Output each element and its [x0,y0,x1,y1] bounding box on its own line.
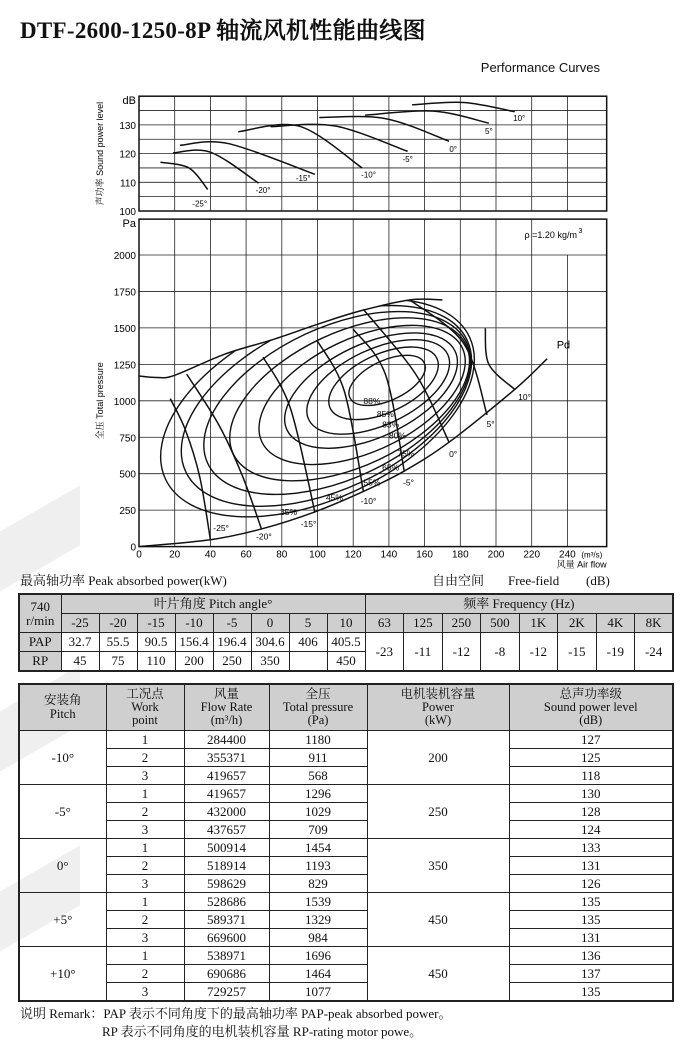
y-tick-label: 1000 [113,396,136,408]
table-header-row [19,614,673,633]
table-row [19,893,673,911]
sound-curve-label: -10° [361,170,376,180]
sound-power-cell: 131 [509,929,673,947]
total-pressure-cell: 1180 [269,731,367,749]
column-header [184,684,269,731]
work-point-cell: 2 [106,857,184,875]
pitch-cell: +5° [19,893,106,947]
chart-subtitle: Performance Curves [480,60,600,75]
y-tick-label: 120 [119,149,136,161]
y-unit-label: Pa [122,218,136,231]
pap-cell: 304.6 [251,633,289,652]
sound-power-cell: 136 [509,947,673,965]
x-unit-label: (m³/s) [581,550,603,560]
pitch-cell: -10° [19,731,106,785]
sound-curve [160,162,207,189]
sound-level-cell: -19 [596,633,635,672]
column-header-line: Total pressure [282,699,354,714]
efficiency-label: 45% [325,492,343,503]
x-tick-label: 140 [380,549,398,561]
flow-rate-cell: 729257 [184,983,269,1002]
x-tick-label: 0 [136,549,142,561]
sound-power-cell: 135 [509,893,673,911]
pitch-cell: +10° [19,947,106,1002]
peak-power-caption: 最高轴功率 Peak absorbed power(kW) [20,573,227,588]
table-row [19,839,673,857]
work-point-cell: 3 [106,875,184,893]
pitch-curve [485,328,514,389]
rp-cell: 250 [213,652,251,672]
x-axis-title: 风量 Air flow [556,559,607,570]
rp-cell [289,652,327,672]
power-cell: 200 [367,731,509,785]
total-pressure-cell: 1464 [269,965,367,983]
sound-curve [271,124,408,151]
sound-curve-label: -25° [192,199,208,209]
y-axis-title: 声功率 Sound power level [95,101,105,206]
column-header [509,684,673,731]
rp-label: RP [19,652,61,672]
total-pressure-cell: 1193 [269,857,367,875]
table-row [19,965,673,983]
column-header [19,684,106,731]
page-title: DTF-2600-1250-8P 轴流风机性能曲线图 [20,18,426,43]
table-row [19,947,673,965]
table-row [19,875,673,893]
total-pressure-cell: 984 [269,929,367,947]
column-header-line: 工况点 [126,686,164,701]
frequency-cell: 500 [481,614,520,633]
sound-level-cell: -8 [481,633,520,672]
pap-cell: 196.4 [213,633,251,652]
efficiency-label: 80% [388,430,406,441]
flow-rate-cell: 690686 [184,965,269,983]
sound-power-cell: 137 [509,965,673,983]
x-tick-label: 60 [240,549,252,561]
sound-curve-label: -15° [295,173,311,183]
pitch-angle-cell: -5 [213,614,251,633]
flow-rate-cell: 528686 [184,893,269,911]
column-header [269,684,367,731]
sound-level-cell: -12 [519,633,558,672]
table-row [19,749,673,767]
frequency-cell: 125 [404,614,443,633]
total-pressure-cell: 1029 [269,803,367,821]
pitch-cell: 0° [19,839,106,893]
work-point-cell: 3 [106,929,184,947]
speed-unit: r/min [26,612,55,628]
remark-line-1: 说明 Remark：PAP 表示不同角度下的最高轴功率 PAP-peak absorbed power。 [20,1006,452,1021]
table-row [19,803,673,821]
y-axis-title: 全压 Total pressure [95,362,105,440]
y-tick-label: 100 [119,207,136,218]
pitch-angle-cell: 0 [251,614,289,633]
frequency-cell: 63 [365,614,404,633]
column-header [367,684,509,731]
pap-cell: 156.4 [175,633,213,652]
pitch-angle-cell: 5 [289,614,327,633]
flow-rate-cell: 355371 [184,749,269,767]
table-row [19,821,673,839]
total-pressure-cell: 1296 [269,785,367,803]
work-point-cell: 2 [106,911,184,929]
pap-label: PAP [19,633,61,652]
rp-cell: 110 [137,652,175,672]
y-tick-label: 750 [119,433,136,445]
column-header-line: (dB) [579,713,603,728]
rp-cell: 200 [175,652,213,672]
speed-cell [19,594,61,633]
column-header-line: 安装角 [43,693,82,708]
flow-rate-cell: 538971 [184,947,269,965]
column-header-line: Work [131,699,159,714]
work-point-table [18,683,674,1002]
table-row [19,929,673,947]
pitch-curve-label: -15° [300,518,317,529]
power-cell: 450 [367,947,509,1002]
x-tick-label: 240 [559,549,576,561]
pitch-angle-cell: -25 [61,614,99,633]
pitch-curve-label: 0° [449,449,458,460]
pitch-curve-label: -10° [360,495,377,506]
sound-curve-label: 5° [485,126,493,136]
x-tick-label: 80 [276,549,288,561]
pitch-curve [170,399,210,540]
table-row [19,983,673,1002]
table-row [19,911,673,929]
flow-rate-cell: 589371 [184,911,269,929]
total-pressure-cell: 1696 [269,947,367,965]
sound-power-cell: 135 [509,983,673,1002]
table-header-row [19,594,673,614]
pitch-angle-cell: -20 [99,614,137,633]
table-header-row [19,684,673,731]
flow-rate-cell: 284400 [184,731,269,749]
y-tick-label: 1500 [113,323,136,335]
work-point-cell: 1 [106,839,184,857]
table-row [19,633,673,652]
frequency-cell: 250 [442,614,481,633]
x-tick-label: 40 [204,549,216,561]
flow-rate-cell: 500914 [184,839,269,857]
work-point-cell: 2 [106,803,184,821]
work-point-cell: 1 [106,893,184,911]
x-tick-label: 100 [309,549,326,561]
table-row [19,857,673,875]
work-point-cell: 1 [106,947,184,965]
sound-power-cell: 133 [509,839,673,857]
remark [20,1005,452,1041]
flow-rate-cell: 419657 [184,785,269,803]
column-header [106,684,184,731]
frequency-cell: 8K [635,614,674,633]
sound-level-cell: -12 [442,633,481,672]
flow-rate-cell: 669600 [184,929,269,947]
y-tick-label: 250 [119,506,136,518]
total-pressure-cell: 1329 [269,911,367,929]
pitch-curve-label: -20° [256,531,272,542]
sound-level-cell: -11 [404,633,443,672]
y-unit-label: dB [122,95,136,108]
density-note: ρ =1.20 kg/m [524,230,577,241]
y-tick-label: 110 [120,178,136,190]
power-cell: 450 [367,893,509,947]
frequency-cell: 2K [558,614,597,633]
sound-curve [180,142,315,175]
pap-cell: 55.5 [99,633,137,652]
sound-curve [319,117,449,142]
work-point-cell: 3 [106,821,184,839]
sound-curve-label: -5° [402,155,413,165]
sound-level-cell: -24 [635,633,674,672]
column-header-line: (kW) [424,713,452,728]
column-header-line: (m³/h) [210,713,243,728]
efficiency-label: 83% [382,419,400,430]
pitch-curve-label: -5° [403,477,415,488]
frequency-cell: 1K [519,614,558,633]
free-field-caption-cn: 自由空间 [432,573,485,588]
total-pressure-cell: 709 [269,821,367,839]
pap-cell: 32.7 [61,633,99,652]
y-tick-label: 1250 [113,360,136,372]
column-header-line: 总声功率级 [559,686,622,701]
sound-power-cell: 118 [509,767,673,785]
sound-power-cell: 127 [509,731,673,749]
flow-rate-cell: 518914 [184,857,269,875]
pap-cell: 405.5 [327,633,365,652]
free-field-unit: (dB) [586,573,610,588]
total-pressure-cell: 1539 [269,893,367,911]
x-tick-label: 20 [169,549,181,561]
column-header-line: 风量 [213,686,239,701]
pitch-angle-cell: -10 [175,614,213,633]
column-header-line: Pitch [49,706,76,721]
column-header-line: (Pa) [307,713,329,728]
pitch-curve-label: 5° [486,419,495,430]
free-field-caption-en: Free-field [508,573,560,588]
sound-level-cell: -23 [365,633,404,672]
flow-rate-cell: 432000 [184,803,269,821]
rp-cell: 45 [61,652,99,672]
pitch-curve-label: 10° [518,392,531,403]
sound-power-cell: 126 [509,875,673,893]
efficiency-contour [238,297,487,494]
pitch-angle-header: 叶片角度 Pitch angle° [61,594,365,614]
y-tick-label: 0 [130,542,136,554]
sound-level-cell: -15 [558,633,597,672]
power-cell: 250 [367,785,509,839]
y-tick-label: 2000 [113,251,136,262]
total-pressure-cell: 911 [269,749,367,767]
total-pressure-cell: 829 [269,875,367,893]
sound-curve-label: 10° [513,114,526,124]
efficiency-label: 35% [280,506,298,517]
pitch-cell: -5° [19,785,106,839]
y-tick-label: 500 [119,469,136,481]
pitch-curve-label: -25° [213,523,229,534]
pd-label: Pd [556,339,571,352]
efficiency-label: 55% [363,477,381,488]
efficiency-label: 65% [382,462,400,473]
x-tick-label: 180 [451,549,469,561]
efficiency-contour [267,309,475,472]
x-tick-label: 120 [344,549,362,561]
efficiency-label: 75% [397,448,415,459]
sound-curve [365,111,489,123]
table-row [19,731,673,749]
sound-power-cell: 124 [509,821,673,839]
speed-value: 740 [30,598,50,614]
sound-power-cell: 125 [509,749,673,767]
rp-cell: 75 [99,652,137,672]
x-tick-label: 160 [416,549,433,561]
power-cell: 350 [367,839,509,893]
table-row [19,785,673,803]
column-header-line: 全压 [305,686,331,701]
work-point-cell: 3 [106,767,184,785]
total-pressure-cell: 1454 [269,839,367,857]
flow-rate-cell: 419657 [184,767,269,785]
work-point-cell: 1 [106,785,184,803]
rp-cell: 450 [327,652,365,672]
sound-curve [238,124,362,167]
total-pressure-cell: 1077 [269,983,367,1002]
efficiency-label: 88% [363,396,381,407]
efficiency-label: 85% [376,409,394,420]
column-header-line: point [132,713,158,728]
frequency-header: 频率 Frequency (Hz) [365,594,673,614]
x-tick-label: 200 [487,549,505,561]
sound-power-cell: 128 [509,803,673,821]
column-header-line: Sound power level [543,699,638,714]
rp-cell: 350 [251,652,289,672]
power-frequency-table [18,593,674,672]
sound-power-cell: 135 [509,911,673,929]
pitch-angle-cell: 10 [327,614,365,633]
work-point-cell: 3 [106,983,184,1002]
pap-cell: 406 [289,633,327,652]
y-tick-label: 1750 [113,287,136,299]
work-point-cell: 2 [106,965,184,983]
total-pressure-cell: 568 [269,767,367,785]
pap-cell: 90.5 [137,633,175,652]
y-tick-label: 130 [119,120,136,132]
sound-power-cell: 130 [509,785,673,803]
column-header-line: Power [422,699,454,714]
table-row [19,767,673,785]
work-point-cell: 2 [106,749,184,767]
sound-curve-label: 0° [449,145,457,155]
flow-rate-cell: 437657 [184,821,269,839]
sound-power-cell: 131 [509,857,673,875]
density-exponent: 3 [578,228,583,236]
column-header-line: Flow Rate [200,699,253,714]
sound-curve-label: -20° [255,185,271,195]
work-point-cell: 1 [106,731,184,749]
x-tick-label: 220 [523,549,541,561]
pitch-angle-cell: -15 [137,614,175,633]
remark-line-2: RP 表示不同角度的电机装机容量 RP-rating motor powe。 [102,1024,423,1039]
column-header-line: 电机装机容量 [400,686,476,701]
flow-rate-cell: 598629 [184,875,269,893]
frequency-cell: 4K [596,614,635,633]
